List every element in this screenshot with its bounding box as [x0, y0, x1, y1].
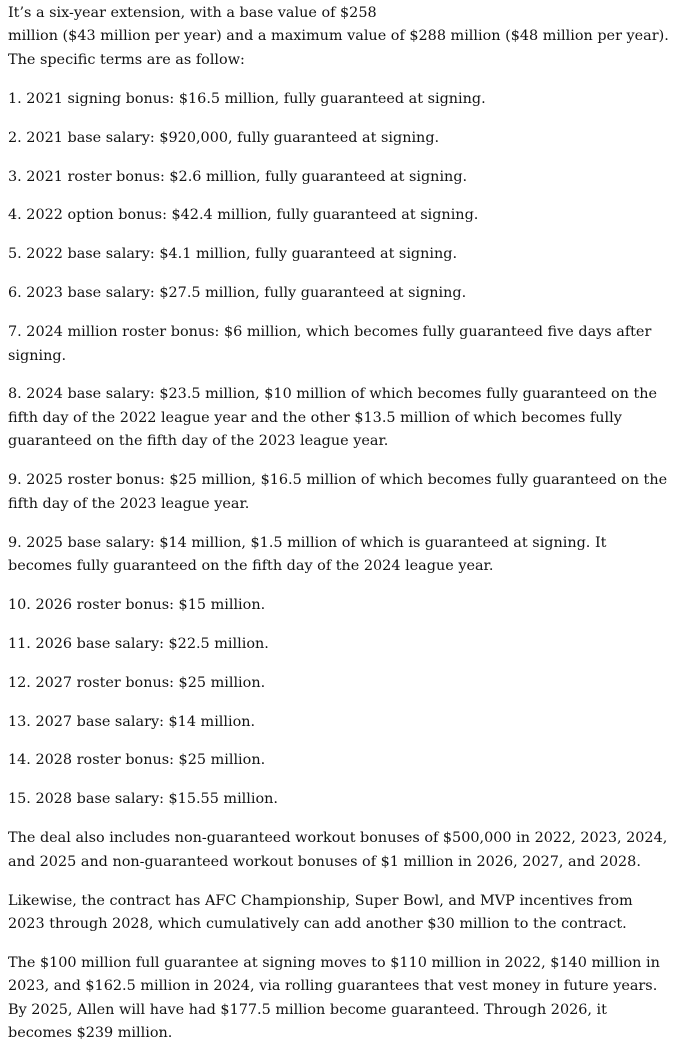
- contract-term-5: 5. 2022 base salary: $4.1 million, fully guaranteed at signing.: [8, 246, 458, 263]
- contract-term-9b: 9. 2025 base salary: $14 million, $1.5 million of which is guaranteed at signing. It becomes fully guaranteed on the fifth day of the 2024 league year.: [8, 534, 607, 574]
- contract-term-1: 1. 2021 signing bonus: $16.5 million, fully guaranteed at signing.: [8, 90, 486, 107]
- contract-term-9: 9. 2025 roster bonus: $25 million, $16.5 million of which becomes fully guaranteed on the fifth day of the 2023 league year.: [8, 472, 668, 512]
- contract-term-14: 14. 2028 roster bonus: $25 million.: [8, 752, 266, 769]
- contract-term-6: 6. 2023 base salary: $27.5 million, fully guaranteed at signing.: [8, 285, 467, 302]
- contract-term-12: 12. 2027 roster bonus: $25 million.: [8, 674, 266, 691]
- contract-term-11: 11. 2026 base salary: $22.5 million.: [8, 635, 269, 652]
- incentives-paragraph: Likewise, the contract has AFC Championship, Super Bowl, and MVP incentives from 2023 through 2028, which cumulatively can add another $30 million to the contract.: [8, 892, 633, 932]
- contract-term-8: 8. 2024 base salary: $23.5 million, $10 million of which becomes fully guaranteed on the fifth day of the 2022 league year and the other $13.5 million of which becomes fully guaranteed on the fifth day of the 2023 league year.: [8, 386, 658, 450]
- workout-bonus-paragraph: The deal also includes non-guaranteed workout bonuses of $500,000 in 2022, 2023, 2024, and 2025 and non-guaranteed workout bonuses of $1 million in 2026, 2027, and 2028.: [8, 830, 668, 870]
- contract-term-15: 15. 2028 base salary: $15.55 million.: [8, 791, 278, 808]
- intro-line-2: million ($43 million per year) and a maximum value of $288 million ($48 million per year). The specific terms are as follow:: [8, 28, 669, 68]
- intro-line-1: It’s a six-year extension, with a base value of $258: [8, 5, 377, 21]
- contract-term-10: 10. 2026 roster bonus: $15 million.: [8, 596, 266, 613]
- guarantee-paragraph: The $100 million full guarantee at signing moves to $110 million in 2022, $140 million in 2023, and $162.5 million in 2024, via rolling guarantees that vest money in future years. By 2025, Allen will have had $177.5 million become guaranteed. Through 2026, it becomes $239 million.: [8, 954, 660, 1042]
- contract-term-3: 3. 2021 roster bonus: $2.6 million, fully guaranteed at signing.: [8, 168, 468, 185]
- contract-term-4: 4. 2022 option bonus: $42.4 million, fully guaranteed at signing.: [8, 207, 479, 224]
- contract-term-7: 7. 2024 million roster bonus: $6 million, which becomes fully guaranteed five days after signing.: [8, 324, 652, 364]
- contract-term-2: 2. 2021 base salary: $920,000, fully guaranteed at signing.: [8, 129, 440, 146]
- contract-term-13: 13. 2027 base salary: $14 million.: [8, 713, 256, 730]
